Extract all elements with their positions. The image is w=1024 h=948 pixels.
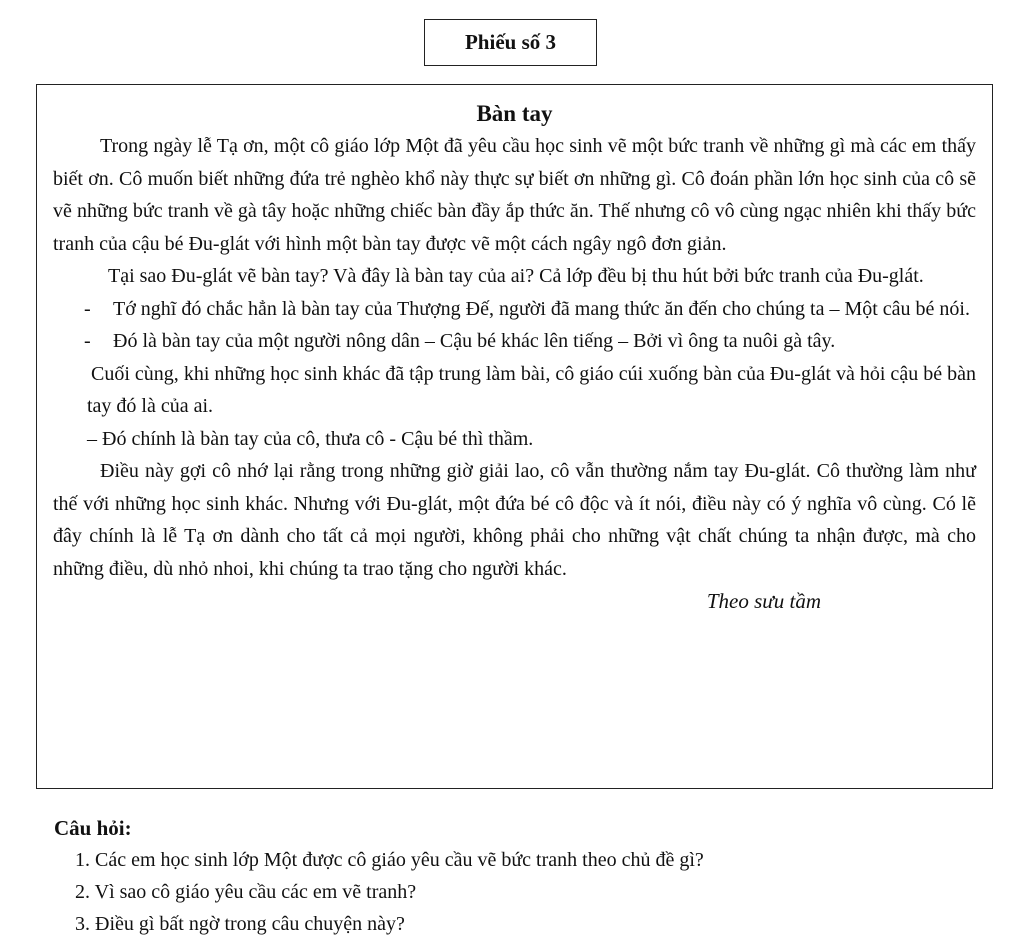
dialogue-line-1 [53, 293, 976, 326]
story-box [36, 84, 993, 789]
dash-bullet: - [84, 297, 91, 320]
question-item: 2. Vì sao cô giáo yêu cầu các em vẽ tranh? [75, 881, 417, 903]
questions-heading: Câu hỏi: [54, 816, 132, 840]
dialogue-text: Đó là bàn tay của một người nông dân – Cậu bé khác lên tiếng – Bởi vì ông ta nuôi gà tây. [113, 330, 836, 352]
story-paragraph-4: – Đó chính là bàn tay của cô, thưa cô - Cậu bé thì thầm. [87, 427, 534, 450]
story-paragraph-1: Trong ngày lễ Tạ ơn, một cô giáo lớp Một đã yêu cầu học sinh vẽ một bức tranh về những gì mà các em thấy biết ơn. Cô muốn biết những đứa trẻ nghèo khổ này thực sự biết ơn những gì. Cô đoán phần lớn học sinh của cô sẽ vẽ những bức tranh về gà tây hoặc những chiếc bàn đầy ắp thức ăn. Thế nhưng cô vô cùng ngạc nhiên khi thấy bức tranh của cậu bé Đu-glát với hình một bàn tay được vẽ một cách ngây ngô đơn giản. [53, 135, 976, 255]
questions-section [54, 812, 984, 940]
story-paragraph-2: Tại sao Đu-glát vẽ bàn tay? Và đây là bàn tay của ai? Cả lớp đều bị thu hút bởi bức tranh của Đu-glát. [108, 265, 924, 287]
question-item: 3. Điều gì bất ngờ trong câu chuyện này? [75, 913, 405, 935]
story-paragraph-3: Cuối cùng, khi những học sinh khác đã tập trung làm bài, cô giáo cúi xuống bàn của Đu-glát và hỏi cậu bé bàn tay đó là của ai. [87, 362, 976, 417]
ticket-label: Phiếu số 3 [424, 19, 597, 66]
question-item: 1. Các em học sinh lớp Một được cô giáo yêu cầu vẽ bức tranh theo chủ đề gì? [75, 849, 704, 871]
dash-bullet: - [84, 330, 91, 352]
story-paragraph-5: Điều này gợi cô nhớ lại rằng trong những giờ giải lao, cô vẫn thường nắm tay Đu-glát. Cô thường làm như thế với những học sinh khác. Nhưng với Đu-glát, một đứa bé cô độc và ít nói, điều này có ý nghĩa vô cùng. Có lẽ đây chính là lễ Tạ ơn dành cho tất cả mọi người, không phải cho những vật chất chúng ta nhận được, mà cho những điều, dù nhỏ nhoi, khi chúng ta trao tặng cho người khác. [53, 460, 976, 580]
story-source: Theo sưu tầm [706, 589, 821, 613]
dialogue-text: Tớ nghĩ đó chắc hẳn là bàn tay của Thượng Đế, người đã mang thức ăn đến cho chúng ta – Một câu bé nói. [113, 297, 970, 320]
questions-list [54, 844, 984, 940]
story-title: Bàn tay [476, 101, 553, 126]
dialogue-line-2 [53, 325, 976, 358]
